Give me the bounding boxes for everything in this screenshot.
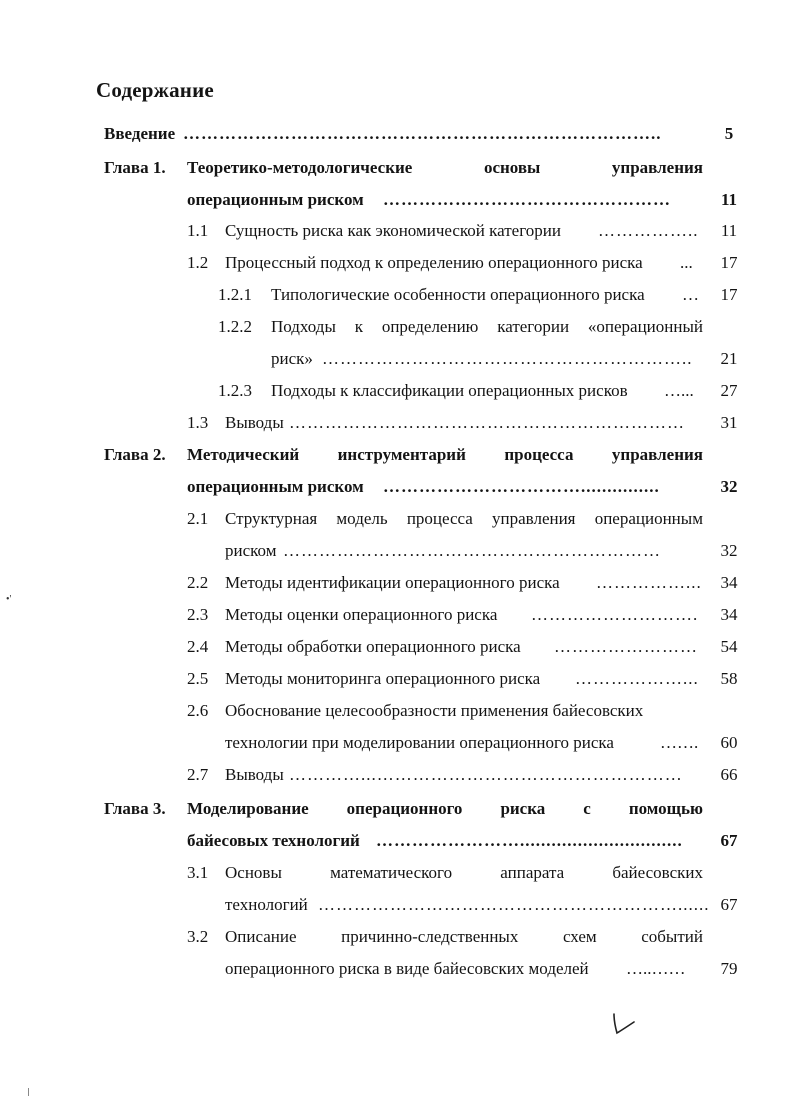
toc-word: Структурная bbox=[225, 509, 318, 528]
toc-word: байесовских bbox=[612, 863, 703, 882]
toc-text bbox=[225, 861, 703, 885]
toc-entry bbox=[0, 251, 793, 275]
toc-text: Введение bbox=[104, 124, 176, 143]
toc-text: операционным риском bbox=[187, 190, 364, 209]
toc-entry bbox=[0, 603, 793, 627]
toc-text: риском bbox=[225, 541, 277, 560]
toc-text: Методы оценки операционного риска bbox=[225, 605, 498, 624]
toc-chapter-heading bbox=[0, 443, 793, 467]
toc-chapter-heading bbox=[0, 156, 793, 180]
chapter-label: Глава 3. bbox=[104, 799, 166, 818]
toc-leader: ………………………………………………………… bbox=[289, 413, 685, 432]
toc-text: операционным риском bbox=[187, 477, 364, 496]
toc-entry bbox=[0, 507, 793, 531]
toc-entry bbox=[0, 315, 793, 339]
toc-page: 67 bbox=[720, 831, 738, 850]
toc-page: 27 bbox=[720, 381, 738, 400]
toc-text: технологии при моделировании операционного риска bbox=[225, 733, 614, 752]
toc-text: риск» bbox=[271, 349, 313, 368]
toc-text: Подходы к классификации операционных рисков bbox=[271, 381, 628, 400]
toc-word: «операционный bbox=[587, 317, 703, 336]
section-number: 2.1 bbox=[187, 509, 209, 528]
toc-entry bbox=[0, 188, 793, 212]
section-number: 2.5 bbox=[187, 669, 209, 688]
handwritten-mark-icon bbox=[604, 1008, 644, 1038]
toc-word: аппарата bbox=[500, 863, 565, 882]
section-number: 2.3 bbox=[187, 605, 209, 624]
toc-entry bbox=[0, 122, 793, 146]
toc-leader: ……………………………………………………… bbox=[283, 541, 661, 560]
chapter-label: Глава 2. bbox=[104, 445, 166, 464]
toc-page: 60 bbox=[720, 733, 738, 752]
toc-page: 32 bbox=[720, 541, 738, 560]
toc-entry bbox=[0, 635, 793, 659]
section-number: 1.2.1 bbox=[218, 285, 252, 304]
toc-leader: ……. bbox=[660, 733, 699, 752]
toc-entry bbox=[0, 667, 793, 691]
toc-entry bbox=[0, 475, 793, 499]
scan-edge-mark bbox=[28, 1088, 29, 1096]
section-number: 1.3 bbox=[187, 413, 209, 432]
toc-entry bbox=[0, 219, 793, 243]
toc-word: модель bbox=[336, 509, 388, 528]
toc-page: 58 bbox=[720, 669, 738, 688]
toc-page: 54 bbox=[720, 637, 738, 656]
toc-word: операционного bbox=[346, 799, 463, 818]
toc-text: Сущность риска как экономической категории bbox=[225, 221, 561, 240]
toc-leader: …………………………………………………….. bbox=[322, 349, 693, 368]
toc-leader: …..…… bbox=[626, 959, 686, 978]
section-number: 1.1 bbox=[187, 221, 209, 240]
toc-leader: …………...…………………………………………… bbox=[289, 765, 683, 784]
toc-text: технологий bbox=[225, 895, 308, 914]
toc-word: определению bbox=[381, 317, 479, 336]
toc-entry bbox=[0, 763, 793, 787]
toc-leader: ……………………............................... bbox=[376, 831, 683, 850]
toc-entry bbox=[0, 571, 793, 595]
toc-word: схем bbox=[562, 927, 597, 946]
toc-leader: ……………... bbox=[596, 573, 702, 592]
toc-word: процесса bbox=[406, 509, 473, 528]
toc-word: основы bbox=[483, 158, 541, 177]
toc-word: управления bbox=[611, 158, 703, 177]
toc-leader: …………….. bbox=[598, 221, 699, 240]
toc-entry bbox=[0, 957, 793, 981]
toc-word: событий bbox=[641, 927, 703, 946]
toc-page: 34 bbox=[720, 573, 738, 592]
toc-entry bbox=[0, 283, 793, 307]
toc-word: помощью bbox=[628, 799, 703, 818]
toc-word: операционным bbox=[594, 509, 703, 528]
toc-leader: ………………... bbox=[575, 669, 699, 688]
toc-text: операционного риска в виде байесовских моделей bbox=[225, 959, 589, 978]
toc-text bbox=[187, 443, 703, 467]
toc-text: Методы обработки операционного риска bbox=[225, 637, 521, 656]
toc-text: Выводы bbox=[225, 413, 284, 432]
toc-leader: ……………………………............... bbox=[383, 477, 660, 496]
toc-text: Выводы bbox=[225, 765, 284, 784]
scan-speck: •' bbox=[6, 594, 12, 605]
toc-leader: …………………… bbox=[554, 637, 698, 656]
toc-entry bbox=[0, 925, 793, 949]
toc-page: 66 bbox=[720, 765, 738, 784]
section-number: 1.2.2 bbox=[218, 317, 252, 336]
section-number: 1.2 bbox=[187, 253, 209, 272]
toc-page: 31 bbox=[720, 413, 738, 432]
toc-page: 32 bbox=[720, 477, 738, 496]
toc-leader: ………………………………………… bbox=[383, 190, 671, 209]
toc-word: управления bbox=[492, 509, 576, 528]
section-number: 2.6 bbox=[187, 701, 209, 720]
toc-leader: …………………………………………………………………….. bbox=[183, 124, 662, 143]
toc-leader: ……………………………………………………...... bbox=[318, 895, 710, 914]
toc-word: риска bbox=[500, 799, 546, 818]
toc-word: Подходы bbox=[271, 317, 336, 336]
toc-chapter-heading bbox=[0, 797, 793, 821]
toc-entry bbox=[0, 731, 793, 755]
toc-page: 34 bbox=[720, 605, 738, 624]
toc-text bbox=[271, 315, 703, 339]
toc-page: 5 bbox=[724, 124, 734, 143]
toc-word: Теоретико-методологические bbox=[187, 158, 413, 177]
toc-word: инструментарий bbox=[337, 445, 466, 464]
toc-page: 17 bbox=[720, 253, 738, 272]
toc-word: Основы bbox=[225, 863, 282, 882]
toc-leader: ... bbox=[680, 253, 693, 272]
toc-page: 67 bbox=[720, 895, 738, 914]
toc-text bbox=[187, 797, 703, 821]
section-number: 2.7 bbox=[187, 765, 209, 784]
chapter-label: Глава 1. bbox=[104, 158, 166, 177]
toc-text bbox=[225, 925, 703, 949]
toc-word: причинно-следственных bbox=[341, 927, 519, 946]
toc-leader: … bbox=[682, 285, 699, 304]
toc-text: Типологические особенности операционного риска bbox=[271, 285, 645, 304]
toc-word: Описание bbox=[225, 927, 297, 946]
toc-page: 11 bbox=[720, 221, 738, 240]
toc-page: 21 bbox=[720, 349, 738, 368]
toc-entry bbox=[0, 829, 793, 853]
toc-text bbox=[225, 507, 703, 531]
toc-word: Моделирование bbox=[187, 799, 309, 818]
toc-entry bbox=[0, 539, 793, 563]
toc-entry bbox=[0, 699, 793, 723]
toc-word: математического bbox=[330, 863, 453, 882]
toc-leader: …... bbox=[664, 381, 694, 400]
toc-page: 11 bbox=[720, 190, 738, 209]
toc-word: к bbox=[354, 317, 363, 336]
toc-word: Методический bbox=[187, 445, 300, 464]
section-number: 1.2.3 bbox=[218, 381, 252, 400]
toc-entry bbox=[0, 411, 793, 435]
toc-text: байесовых технологий bbox=[187, 831, 360, 850]
toc-entry bbox=[0, 347, 793, 371]
section-number: 2.2 bbox=[187, 573, 209, 592]
toc-word: с bbox=[583, 799, 591, 818]
section-number: 3.1 bbox=[187, 863, 209, 882]
toc-text: Процессный подход к определению операционного риска bbox=[225, 253, 643, 272]
page-title: Содержание bbox=[96, 78, 214, 102]
section-number: 2.4 bbox=[187, 637, 209, 656]
toc-text: Методы идентификации операционного риска bbox=[225, 573, 560, 592]
toc-entry bbox=[0, 861, 793, 885]
toc-text: Обоснование целесообразности применения байесовских bbox=[225, 701, 644, 720]
toc-text: Методы мониторинга операционного риска bbox=[225, 669, 541, 688]
toc-page: 79 bbox=[720, 959, 738, 978]
toc-entry bbox=[0, 379, 793, 403]
toc-word: процесса bbox=[504, 445, 574, 464]
toc-page: 17 bbox=[720, 285, 738, 304]
toc-word: категории bbox=[497, 317, 570, 336]
toc-text bbox=[187, 156, 703, 180]
toc-entry bbox=[0, 893, 793, 917]
toc-leader: ………………………. bbox=[531, 605, 699, 624]
toc-word: управления bbox=[611, 445, 703, 464]
section-number: 3.2 bbox=[187, 927, 209, 946]
